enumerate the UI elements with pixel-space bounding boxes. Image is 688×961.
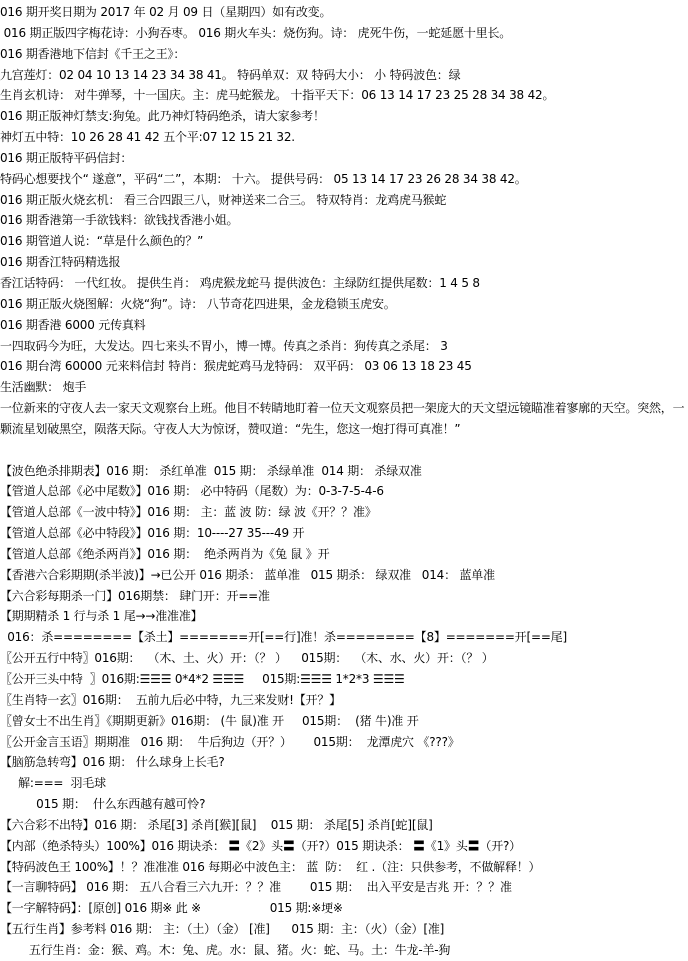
riddle-answer-line: 解:=== 羽毛球 [0, 776, 106, 791]
five-elements-line: 〖公开五行中特〗016期： （木、土、火）开：（？ ） 015期： （木、水、火）开：（？ ） [0, 651, 494, 666]
draw-date-line: 016 期开奖日期为 2017 年 02 月 09 日（星期四）如有改变。 [0, 5, 332, 19]
tail-must-line: 【管道人总部《必中尾数》】016 期： 必中特码（尾数）为：0-3-7-5-4-6 [0, 484, 384, 499]
kill-two-zodiac-line: 【管道人总部《绝杀两肖》】016 期： 绝杀两肖为《兔 鼠 》开 [0, 546, 330, 561]
riddle-line: 【脑筋急转弯】016 期： 什么球身上长毛? [0, 755, 225, 770]
riddle-next-line: 015 期： 什么东西越有越可怜? [0, 797, 206, 812]
zodiac-mystery-line: 〖生肖特一玄〗016期： 五前九后必中特，九三来发财!【开？】 [0, 692, 341, 707]
kill-element-tail-line: 016：杀========【杀土】=======开[==行]准！杀========【8】=======开[==尾] [0, 630, 567, 645]
xiangjiang-title: 016 期香江特码精选报 [0, 255, 121, 270]
lamp-ban-line: 016 期正版神灯禁支:狗兔。此乃神灯特码绝杀，请大家参考！ [0, 109, 325, 124]
humor-story: 一位新来的守夜人去一家天文观察台上班。他目不转睛地盯着一位天文观察员把一架庞大的天文望远镜瞄准着寥廓的天空。突然，一颗流星划破黑空，陨落天际。守夜人大为惊讶，赞叹道：“先生，您这一炮打得可真准！” [0, 401, 685, 436]
special-code-wish-line: 特码心想要找个“ 遂意”，平码“二”，本期： 十六。 提供号码： 05 13 14 17 23 26 28 34 38 42。 [0, 171, 527, 186]
one-char-line: 【一字解特码】：[原创] 016 期※ 此 ※ 015 期:※埂※ [0, 901, 343, 916]
one-wave-line: 【管道人总部《一波中特》】016 期： 主：蓝 波 防：绿 波《开？？准》 [0, 505, 377, 520]
kill-head-line: 【内部（绝杀特头）100%】016 期诀杀： 〓《2》头〓（开?）015 期诀杀： 〓《1》头〓（开?） [0, 838, 521, 853]
element-zodiac-line: 【五行生肖】参考料 016 期： 主：（土）（金） [准] 015 期：主：（火）（金）[准] [0, 922, 445, 937]
lamp-five-line: 神灯五中特：10 26 28 41 42 五个平:07 12 15 21 32. [0, 130, 295, 145]
flat-code-envelope-title: 016 期正版特平码信封： [0, 150, 133, 165]
nine-palace-line: 九宫莲灯：02 04 10 13 14 23 34 38 41。 特码单双：双 特码大小： 小 特码波色：绿 [0, 67, 461, 82]
fire-mystery-line: 016 期正版火烧玄机： 看三合四跟三八，财神送来二合三。 特双特肖：龙鸡虎马猴蛇 [0, 192, 447, 207]
pipeline-man-line: 016 期管道人说：“草是什么颜色的？” [0, 234, 204, 249]
fax-content-line: 一四取码今为旺，大发达。四七来头不胃小，博一博。传真之杀肖：狗传真之杀尾： 3 [0, 338, 448, 353]
taiwan-envelope-line: 016 期台湾 60000 元来料信封 特肖：猴虎蛇鸡马龙特码： 双平码： 03 06 13 18 23 45 [0, 359, 472, 374]
one-word-line: 【一言聊特码】 016 期： 五八合看三六九开：？？准 015 期： 出入平安是吉兆 开：？？准 [0, 880, 512, 895]
hk-fax-title: 016 期香港 6000 元传真料 [0, 317, 146, 332]
hk-half-wave-line: 【香港六合彩期期(杀半波)】→已公开 016 期杀： 蓝单准 015 期杀： 绿双准 014： 蓝单准 [0, 567, 495, 582]
color-kill-line: 【波色绝杀排期表】016 期： 杀红单准 015 期： 杀绿单准 014 期： 杀绿双准 [0, 463, 422, 478]
kill-one-gate-line: 【六合彩每期杀一门】016期禁： 肆门开：开==准 [0, 588, 270, 603]
xiangjiang-code-line: 香江话特码： 一代红妆。 提供生肖： 鸡虎猴龙蛇马 提供波色：主绿防红提供尾数：1 4 5 8 [0, 275, 480, 290]
plum-poem-line: 016 期正版四字梅花诗：小狗吞枣。 016 期火车头：烧伤狗。诗： 虎死牛伤，一蛇延愿十里长。 [0, 25, 512, 40]
wave-king-line: 【特码波色王 100%】！？准准准 016 每期必中波色主： 蓝 防： 红 .（注：只供参考，不做解释！） [0, 859, 541, 874]
zodiac-poem-line: 生肖玄机诗： 对牛弹琴，十一国庆。主：虎马蛇猴龙。 十指平天下：06 13 14 17 23 25 28 34 38 42。 [0, 88, 555, 103]
hk-envelope-title: 016 期香港地下信封《千王之王》： [0, 46, 186, 61]
ms-zeng-line: 〖曾女士不出生肖〗《期期更新》016期： (牛 鼠)准 开 015期： (猪 牛)准 开 [0, 713, 419, 728]
no-special-line: 【六合彩不出特】016 期： 杀尾[3] 杀肖[猴][鼠] 015 期： 杀尾[5] 杀肖[蛇][鼠] [0, 817, 433, 832]
fire-diagram-line: 016 期正版火烧图解：火烧“狗”。诗： 八节奇花四进果，金龙稳锁玉虎安。 [0, 296, 396, 311]
three-heads-line: 〖公开三头中特 〗016期:☰☰☰ 0*4*2 ☰☰☰ 015期:☰☰☰ 1*2*3 ☰☰☰ [0, 672, 405, 687]
golden-words-line: 〖公开金言玉语〗期期准 016 期： 牛后狗边（开？） 015期： 龙潭虎穴 《???》 [0, 734, 460, 749]
humor-title: 生活幽默： 炮手 [0, 380, 87, 395]
hk-first-hand-line: 016 期香港第一手欲钱料：欲钱找香港小姐。 [0, 213, 239, 228]
special-segment-line: 【管道人总部《必中特段》】016 期：10----27 35---49 开 [0, 526, 305, 541]
kill-element-tail-title: 【期期精杀 1 行与杀 1 尾→→准准准】 [0, 609, 203, 624]
element-list-line: 五行生肖：金：猴、鸡。木：兔、虎。水：鼠、猪。火：蛇、马。土：牛龙-羊-狗 [0, 942, 451, 957]
